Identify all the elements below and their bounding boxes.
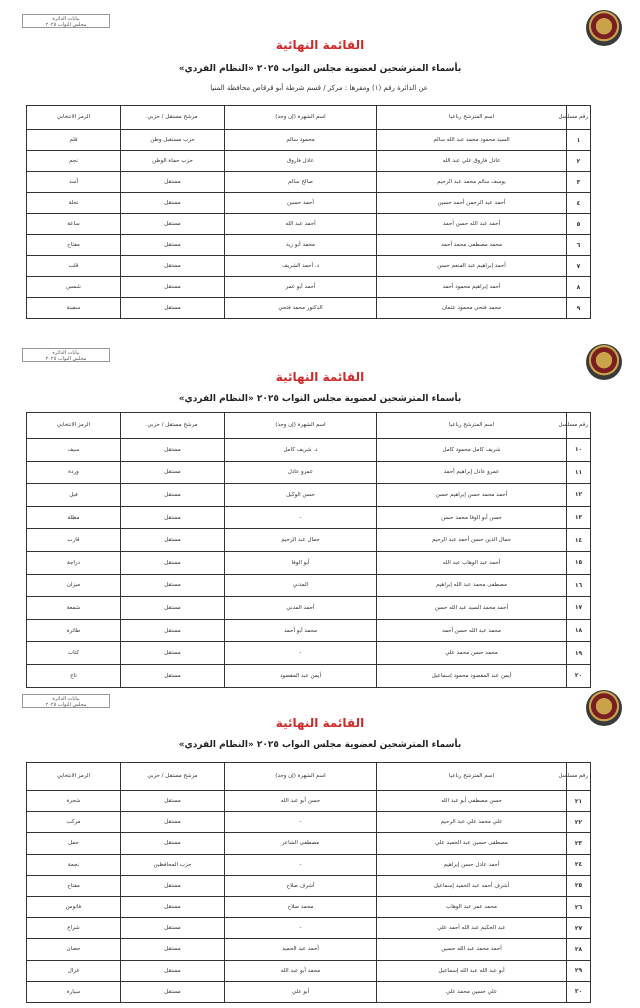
page-subtitle: بأسماء المترشحين لعضوية مجلس النواب ٢٠٢٥ «النظام الفردي» — [178, 64, 462, 74]
district-line: عن الدائرة رقم (١) ومقرها : مركز / قسم شرطة أبو قرقاص محافظة المنيا — [210, 84, 428, 92]
serial-cell: ١٣ — [567, 506, 591, 529]
fame-name-cell: عادل فاروق — [225, 151, 377, 172]
ballot-page-3 — [0, 684, 640, 1008]
candidates-table — [26, 105, 591, 319]
fame-name-cell: أحمد عبد الحميد — [225, 939, 377, 960]
candidate-name-cell: حسن مصطفى أبو عبد الله — [377, 791, 567, 812]
party-cell: مستقل — [121, 960, 225, 981]
candidate-name-cell: مصطفى محمد عبد الله إبراهيم — [377, 574, 567, 597]
fame-name-cell: - — [225, 506, 377, 529]
candidate-name-cell: حسن أبو الوفا محمد حسن — [377, 506, 567, 529]
candidate-name-cell: محمد عمر عبد الوهاب — [377, 896, 567, 917]
header-symbol: الرمز الانتخابي — [27, 106, 121, 130]
party-cell: مستقل — [121, 461, 225, 484]
candidate-name-cell: أحمد إبراهيم محمود أحمد — [377, 277, 567, 298]
candidate-name-cell: عادل فاروق علي عبد الله — [377, 151, 567, 172]
serial-cell: ٢٥ — [567, 875, 591, 896]
table-row — [27, 256, 591, 277]
symbol-cell: سيف — [27, 439, 121, 462]
table-row — [27, 812, 591, 833]
candidate-name-cell: محمد عبد الله حسن أحمد — [377, 619, 567, 642]
party-cell: مستقل — [121, 597, 225, 620]
header-fame: اسم الشهرة (إن وجد) — [225, 413, 377, 439]
header-party: مرشح مستقل / حزبي — [121, 763, 225, 791]
table-header-row — [27, 763, 591, 791]
symbol-cell: قلم — [27, 130, 121, 151]
candidate-name-cell: عمرو عادل إبراهيم أحمد — [377, 461, 567, 484]
party-cell: مستقل — [121, 256, 225, 277]
party-cell: مستقل — [121, 574, 225, 597]
serial-cell: ١٧ — [567, 597, 591, 620]
fame-name-cell: محمد صلاح — [225, 896, 377, 917]
header-party: مرشح مستقل / حزبي — [121, 413, 225, 439]
candidate-name-cell: يوسف سالم محمد عبد الرحيم — [377, 172, 567, 193]
symbol-cell: ساعة — [27, 214, 121, 235]
fame-name-cell: أحمد حسين — [225, 193, 377, 214]
table-row — [27, 619, 591, 642]
party-cell: مستقل — [121, 235, 225, 256]
serial-cell: ٦ — [567, 235, 591, 256]
candidate-name-cell: محمد مصطفى محمد أحمد — [377, 235, 567, 256]
party-cell: حزب المحافظين — [121, 854, 225, 875]
candidate-name-cell: جمال الدين حسن أحمد عبد الرحيم — [377, 529, 567, 552]
fame-name-cell: أيمن عبد المقصود — [225, 664, 377, 687]
table-row — [27, 833, 591, 854]
party-cell: مستقل — [121, 277, 225, 298]
party-cell: مستقل — [121, 875, 225, 896]
table-row — [27, 172, 591, 193]
party-cell: مستقل — [121, 918, 225, 939]
page-title: القائمة النهائية — [275, 716, 365, 730]
serial-cell: ١١ — [567, 461, 591, 484]
serial-cell: ٢٩ — [567, 960, 591, 981]
header-stamp: بيانات الدائرة مجلس النواب ٢٠٢٥ — [22, 694, 110, 708]
header-symbol: الرمز الانتخابي — [27, 763, 121, 791]
serial-cell: ٣ — [567, 172, 591, 193]
fame-name-cell: - — [225, 918, 377, 939]
party-cell: مستقل — [121, 193, 225, 214]
table-header-row — [27, 413, 591, 439]
serial-cell: ١٨ — [567, 619, 591, 642]
table-row — [27, 151, 591, 172]
table-row — [27, 298, 591, 319]
table-row — [27, 642, 591, 665]
party-cell: مستقل — [121, 833, 225, 854]
fame-name-cell: جمال عبد الرحيم — [225, 529, 377, 552]
fame-name-cell: أحمد عبد الله — [225, 214, 377, 235]
party-cell: مستقل — [121, 551, 225, 574]
fame-name-cell: محمود سالم — [225, 130, 377, 151]
symbol-cell: مركب — [27, 812, 121, 833]
serial-cell: ١٦ — [567, 574, 591, 597]
symbol-cell: كتاب — [27, 642, 121, 665]
fame-name-cell: محمد أبو أحمد — [225, 619, 377, 642]
candidate-name-cell: أحمد عبد الوهاب عبد الله — [377, 551, 567, 574]
symbol-cell: شجرة — [27, 791, 121, 812]
symbol-cell: سفينة — [27, 298, 121, 319]
serial-cell: ٢٧ — [567, 918, 591, 939]
fame-name-cell: المدني — [225, 574, 377, 597]
symbol-cell: غزال — [27, 960, 121, 981]
fame-name-cell: حسن الوكيل — [225, 484, 377, 507]
fame-name-cell: د. شريف كامل — [225, 439, 377, 462]
table-row — [27, 551, 591, 574]
serial-cell: ١٤ — [567, 529, 591, 552]
table-row — [27, 277, 591, 298]
party-cell: مستقل — [121, 484, 225, 507]
party-cell: مستقل — [121, 529, 225, 552]
symbol-cell: شمس — [27, 277, 121, 298]
candidate-name-cell: أحمد عادل حسن إبراهيم — [377, 854, 567, 875]
symbol-cell: سيارة — [27, 981, 121, 1002]
symbol-cell: فيل — [27, 484, 121, 507]
header-serial: رقم مسلسل — [567, 106, 591, 130]
fame-name-cell: أبو الوفا — [225, 551, 377, 574]
table-row — [27, 791, 591, 812]
page-subtitle: بأسماء المترشحين لعضوية مجلس النواب ٢٠٢٥ «النظام الفردي» — [178, 394, 462, 404]
table-row — [27, 918, 591, 939]
ballot-page-2 — [0, 338, 640, 684]
fame-name-cell: أحمد أبو عمر — [225, 277, 377, 298]
table-row — [27, 875, 591, 896]
party-cell: مستقل — [121, 664, 225, 687]
serial-cell: ٢٢ — [567, 812, 591, 833]
serial-cell: ٤ — [567, 193, 591, 214]
serial-cell: ٢٣ — [567, 833, 591, 854]
symbol-cell: تاج — [27, 664, 121, 687]
fame-name-cell: عمرو عادل — [225, 461, 377, 484]
table-row — [27, 484, 591, 507]
candidate-name-cell: محمد حسن محمد علي — [377, 642, 567, 665]
symbol-cell: أسد — [27, 172, 121, 193]
table-row — [27, 960, 591, 981]
fame-name-cell: محمد أبو عبد الله — [225, 960, 377, 981]
fame-name-cell: محمد أبو زيد — [225, 235, 377, 256]
candidates-table — [26, 762, 591, 1003]
table-row — [27, 439, 591, 462]
serial-cell: ٣٠ — [567, 981, 591, 1002]
table-row — [27, 235, 591, 256]
party-cell: مستقل — [121, 439, 225, 462]
serial-cell: ١٢ — [567, 484, 591, 507]
party-cell: مستقل — [121, 791, 225, 812]
party-cell: مستقل — [121, 939, 225, 960]
party-cell: حزب مستقبل وطن — [121, 130, 225, 151]
party-cell: مستقل — [121, 981, 225, 1002]
table-row — [27, 506, 591, 529]
fame-name-cell: - — [225, 642, 377, 665]
symbol-cell: طائرة — [27, 619, 121, 642]
serial-cell: ٢ — [567, 151, 591, 172]
symbol-cell: ميزان — [27, 574, 121, 597]
candidate-name-cell: علي محمد علي عبد الرحيم — [377, 812, 567, 833]
header-party: مرشح مستقل / حزبي — [121, 106, 225, 130]
page-title: القائمة النهائية — [275, 370, 365, 384]
candidate-name-cell: محمد فتحي محمود عثمان — [377, 298, 567, 319]
header-stamp: بيانات الدائرة مجلس النواب ٢٠٢٥ — [22, 348, 110, 362]
page-subtitle: بأسماء المترشحين لعضوية مجلس النواب ٢٠٢٥ «النظام الفردي» — [178, 740, 462, 750]
header-serial: رقم مسلسل — [567, 413, 591, 439]
candidate-name-cell: أيمن عبد المقصود محمود إسماعيل — [377, 664, 567, 687]
candidate-name-cell: أحمد محمد عبد الله حسين — [377, 939, 567, 960]
header-serial: رقم مسلسل — [567, 763, 591, 791]
candidate-name-cell: شريف كامل محمود كامل — [377, 439, 567, 462]
serial-cell: ١٥ — [567, 551, 591, 574]
table-row — [27, 461, 591, 484]
symbol-cell: حصان — [27, 939, 121, 960]
symbol-cell: مظلة — [27, 506, 121, 529]
table-row — [27, 529, 591, 552]
party-cell: مستقل — [121, 214, 225, 235]
symbol-cell: شمعة — [27, 597, 121, 620]
header-fame: اسم الشهرة (إن وجد) — [225, 763, 377, 791]
candidate-name-cell: أحمد محمد السيد عبد الله حسن — [377, 597, 567, 620]
header-symbol: الرمز الانتخابي — [27, 413, 121, 439]
table-row — [27, 574, 591, 597]
candidate-name-cell: أحمد عبد الرحمن أحمد حسين — [377, 193, 567, 214]
party-cell: مستقل — [121, 619, 225, 642]
party-cell: مستقل — [121, 172, 225, 193]
party-cell: مستقل — [121, 298, 225, 319]
candidate-name-cell: مصطفى حسين عبد الحميد علي — [377, 833, 567, 854]
serial-cell: ٢٦ — [567, 896, 591, 917]
serial-cell: ٢٠ — [567, 664, 591, 687]
party-cell: حزب حماة الوطن — [121, 151, 225, 172]
symbol-cell: وردة — [27, 461, 121, 484]
serial-cell: ١٠ — [567, 439, 591, 462]
party-cell: مستقل — [121, 642, 225, 665]
serial-cell: ٢١ — [567, 791, 591, 812]
symbol-cell: دراجة — [27, 551, 121, 574]
candidate-name-cell: السيد محمود محمد عبد الله سالم — [377, 130, 567, 151]
page-title: القائمة النهائية — [275, 38, 365, 52]
symbol-cell: جمل — [27, 833, 121, 854]
symbol-cell: شراع — [27, 918, 121, 939]
fame-name-cell: أحمد المدني — [225, 597, 377, 620]
symbol-cell: قلب — [27, 256, 121, 277]
serial-cell: ٩ — [567, 298, 591, 319]
fame-name-cell: الدكتور محمد فتحي — [225, 298, 377, 319]
fame-name-cell: حسن أبو عبد الله — [225, 791, 377, 812]
symbol-cell: نجمة — [27, 854, 121, 875]
candidate-name-cell: أحمد إبراهيم عبد المنعم حسن — [377, 256, 567, 277]
candidate-name-cell: عبد الحكيم عبد الله أحمد علي — [377, 918, 567, 939]
fame-name-cell: صالح سالم — [225, 172, 377, 193]
symbol-cell: مفتاح — [27, 875, 121, 896]
symbol-cell: مفتاح — [27, 235, 121, 256]
symbol-cell: نجم — [27, 151, 121, 172]
candidate-name-cell: أشرف أحمد عبد الحميد إسماعيل — [377, 875, 567, 896]
fame-name-cell: أبو علي — [225, 981, 377, 1002]
ballot-page-1 — [0, 0, 640, 338]
table-row — [27, 193, 591, 214]
symbol-cell: فانوس — [27, 896, 121, 917]
candidate-name-cell: أحمد محمد حسن إبراهيم حسن — [377, 484, 567, 507]
serial-cell: ٥ — [567, 214, 591, 235]
header-stamp: بيانات الدائرة مجلس النواب ٢٠٢٥ — [22, 14, 110, 28]
fame-name-cell: مصطفى الشاعر — [225, 833, 377, 854]
candidate-name-cell: علي حسين محمد علي — [377, 981, 567, 1002]
party-cell: مستقل — [121, 812, 225, 833]
header-name: اسم المترشح رباعيا — [377, 106, 567, 130]
header-fame: اسم الشهرة (إن وجد) — [225, 106, 377, 130]
serial-cell: ٧ — [567, 256, 591, 277]
table-row — [27, 939, 591, 960]
candidate-name-cell: أحمد عبد الله حسن أحمد — [377, 214, 567, 235]
serial-cell: ١٩ — [567, 642, 591, 665]
header-name: اسم المترشح رباعيا — [377, 413, 567, 439]
candidates-table — [26, 412, 591, 688]
table-row — [27, 981, 591, 1002]
table-row — [27, 130, 591, 151]
table-row — [27, 214, 591, 235]
serial-cell: ٨ — [567, 277, 591, 298]
table-row — [27, 597, 591, 620]
table-header-row — [27, 106, 591, 130]
table-row — [27, 854, 591, 875]
fame-name-cell: أشرف صلاح — [225, 875, 377, 896]
header-name: اسم المترشح رباعيا — [377, 763, 567, 791]
candidate-name-cell: أبو عبد الله عبد الله إسماعيل — [377, 960, 567, 981]
serial-cell: ١ — [567, 130, 591, 151]
party-cell: مستقل — [121, 506, 225, 529]
serial-cell: ٢٤ — [567, 854, 591, 875]
fame-name-cell: - — [225, 854, 377, 875]
serial-cell: ٢٨ — [567, 939, 591, 960]
symbol-cell: قارب — [27, 529, 121, 552]
fame-name-cell: - — [225, 812, 377, 833]
table-row — [27, 896, 591, 917]
fame-name-cell: د. أحمد الشريف — [225, 256, 377, 277]
symbol-cell: نخلة — [27, 193, 121, 214]
party-cell: مستقل — [121, 896, 225, 917]
